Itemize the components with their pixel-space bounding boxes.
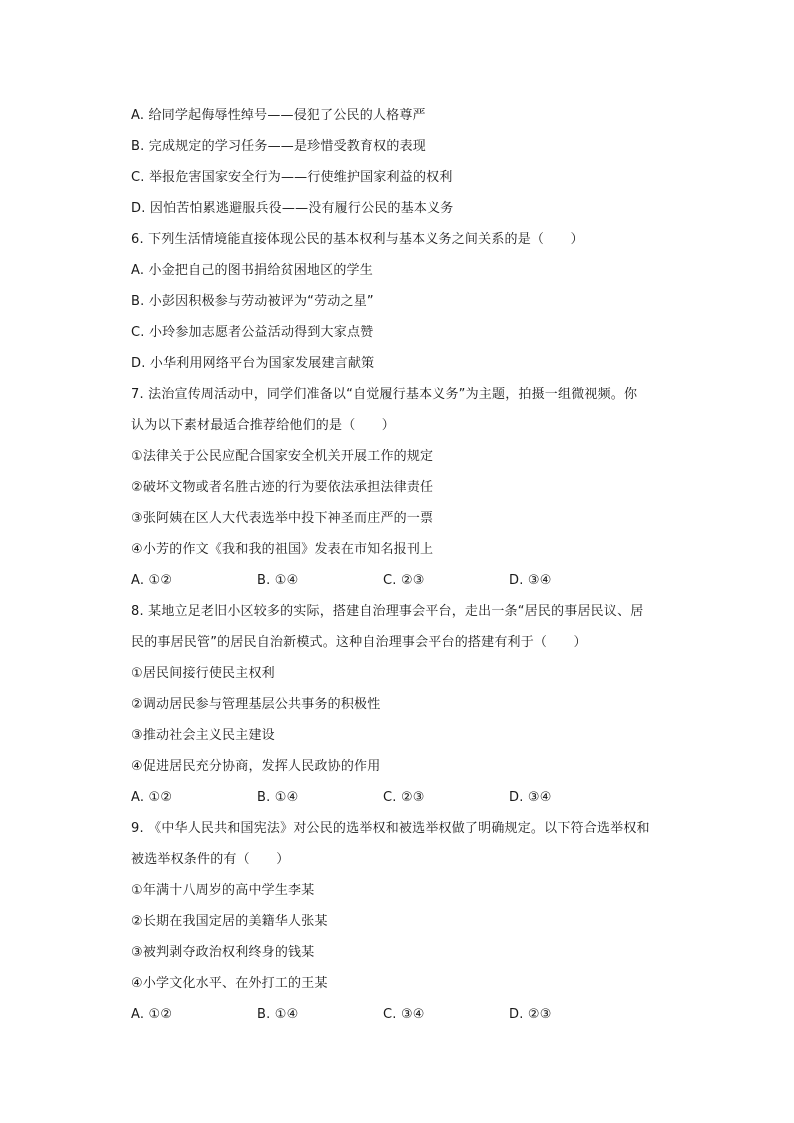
q8-choice-b: B. ①④ [257,790,299,805]
q9-choice-a: A. ①② [131,1007,173,1022]
q8-stem-line-1: 8. 某地立足老旧小区较多的实际，搭建自治理事会平台，走出一条“居民的事居民议、居 [131,604,644,619]
q9-stem-line-2: 被选举权条件的有（ ） [131,852,290,867]
q7-choice-a: A. ①② [131,573,173,588]
q8-choice-c: C. ②③ [383,790,425,805]
q7-item-4: ④小芳的作文《我和我的祖国》发表在市知名报刊上 [131,542,434,557]
q9-item-3: ③被判剥夺政治权利终身的钱某 [131,945,315,960]
q9-choice-d: D. ②③ [509,1007,552,1022]
q9-choice-b: B. ①④ [257,1007,299,1022]
q6-option-a: A. 小金把自己的图书捐给贫困地区的学生 [131,263,373,278]
q7-choice-d: D. ③④ [509,573,552,588]
q5-option-d: D. 因怕苦怕累逃避服兵役——没有履行公民的基本义务 [131,201,454,216]
q7-choice-c: C. ②③ [383,573,425,588]
q5-option-a: A. 给同学起侮辱性绰号——侵犯了公民的人格尊严 [131,108,426,123]
q7-stem-line-1: 7. 法治宣传周活动中，同学们准备以“自觉履行基本义务”为主题，拍摄一组微视频。你 [131,387,638,402]
q8-item-4: ④促进居民充分协商，发挥人民政协的作用 [131,759,381,774]
q9-item-1: ①年满十八周岁的高中学生李某 [131,883,315,898]
q7-choices [131,565,691,596]
q5-option-c: C. 举报危害国家安全行为——行使维护国家利益的权利 [131,170,453,185]
q6-option-c: C. 小玲参加志愿者公益活动得到大家点赞 [131,325,374,340]
q9-item-2: ②长期在我国定居的美籍华人张某 [131,914,328,929]
q8-choice-d: D. ③④ [509,790,552,805]
q9-choice-c: C. ③④ [383,1007,425,1022]
q7-item-1: ①法律关于公民应配合国家安全机关开展工作的规定 [131,449,434,464]
q9-item-4: ④小学文化水平、在外打工的王某 [131,976,328,991]
q7-stem-line-2: 认为以下素材最适合推荐给他们的是（ ） [131,418,396,433]
q6-stem: 6. 下列生活情境能直接体现公民的基本权利与基本义务之间关系的是（ ） [131,232,584,247]
q8-item-3: ③推动社会主义民主建设 [131,728,275,743]
q8-item-2: ②调动居民参与管理基层公共事务的积极性 [131,697,381,712]
q5-option-b: B. 完成规定的学习任务——是珍惜受教育权的表现 [131,139,426,154]
q8-choices [131,782,691,813]
q8-item-1: ①居民间接行使民主权利 [131,666,275,681]
question-list [131,100,691,1030]
q6-option-d: D. 小华利用网络平台为国家发展建言献策 [131,356,375,371]
q8-choice-a: A. ①② [131,790,173,805]
q7-item-2: ②破坏文物或者名胜古迹的行为要依法承担法律责任 [131,480,434,495]
q6-option-b: B. 小彭因积极参与劳动被评为“劳动之星” [131,294,374,309]
q7-choice-b: B. ①④ [257,573,299,588]
q9-choices [131,999,691,1030]
q9-stem-line-1: 9. 《中华人民共和国宪法》对公民的选举权和被选举权做了明确规定。以下符合选举权和 [131,821,650,836]
q7-item-3: ③张阿姨在区人大代表选举中投下神圣而庄严的一票 [131,511,434,526]
q8-stem-line-2: 民的事居民管”的居民自治新模式。这种自治理事会平台的搭建有利于（ ） [131,635,587,650]
